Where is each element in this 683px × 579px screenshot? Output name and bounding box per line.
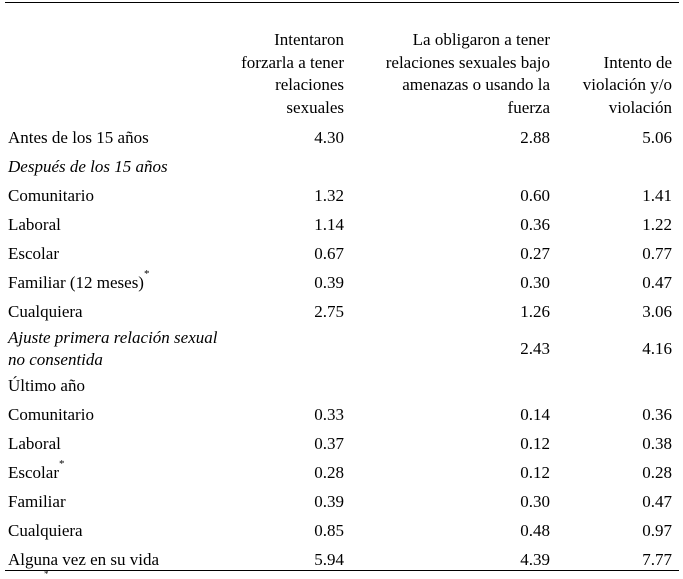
- value-cell-col1: 5.94: [314, 550, 344, 569]
- header-line: fuerza: [507, 97, 550, 117]
- table-row: [0, 516, 683, 545]
- value-cell-col2: 0.14: [520, 405, 550, 424]
- row-label: [8, 371, 85, 400]
- row-label-text: Cualquiera: [8, 302, 83, 321]
- row-label: [8, 429, 61, 458]
- table-row: [0, 152, 683, 181]
- table-bottom-rule: [5, 570, 679, 571]
- column-header-obligaron: [386, 29, 550, 119]
- value-cell-col3: 0.36: [642, 405, 672, 424]
- row-label-text: Comunitario: [8, 405, 94, 424]
- table-row: [0, 487, 683, 516]
- value-cell-col3: 1.41: [642, 186, 672, 205]
- row-label-text: Último año: [8, 376, 85, 395]
- value-cell-col1: 2.75: [314, 302, 344, 321]
- row-label-text: Comunitario: [8, 186, 94, 205]
- value-cell-col2: 0.36: [520, 215, 550, 234]
- value-cell-col2: 1.26: [520, 302, 550, 321]
- value-cell-col1: 0.28: [314, 463, 344, 482]
- table-row: [0, 297, 683, 326]
- header-line: sexuales: [286, 97, 344, 117]
- row-label-text: Laboral: [8, 215, 61, 234]
- row-label: [8, 400, 94, 429]
- value-cell-col3: 4.16: [642, 339, 672, 358]
- row-label: [8, 152, 168, 181]
- value-cell-col3: 1.22: [642, 215, 672, 234]
- row-label-text: Antes de los 15 años: [8, 128, 149, 147]
- value-cell-col2: 0.30: [520, 273, 550, 292]
- value-cell-col1: 4.30: [314, 128, 344, 147]
- header-line: Intento de: [603, 52, 672, 72]
- value-cell-col1: 0.37: [314, 434, 344, 453]
- header-line: violación y/o: [582, 75, 672, 94]
- value-cell-col3: 0.47: [642, 492, 672, 511]
- header-line: Intentaron: [274, 30, 344, 49]
- header-line: relaciones sexuales bajo: [385, 52, 550, 72]
- row-label-text: Laboral: [8, 434, 61, 453]
- value-cell-col2: 0.30: [520, 492, 550, 511]
- value-cell-col3: 5.06: [642, 128, 672, 147]
- footnote-marker: *: [143, 268, 150, 280]
- table-row: [0, 429, 683, 458]
- value-cell-col3: 0.77: [642, 244, 672, 263]
- value-cell-col2: 0.48: [520, 521, 550, 540]
- row-label: [8, 210, 61, 239]
- column-header-intento-violacion: [583, 52, 672, 120]
- value-cell-col1: 0.39: [314, 273, 344, 292]
- table-row: [0, 268, 683, 297]
- row-label-text: Familiar: [8, 492, 66, 511]
- table-top-rule: [5, 2, 679, 3]
- row-label: [8, 458, 64, 487]
- value-cell-col1: 1.32: [314, 186, 344, 205]
- value-cell-col2: 0.27: [520, 244, 550, 263]
- row-label: [8, 268, 149, 297]
- header-line: violación: [608, 97, 672, 117]
- row-label-text: Alguna vez en su vida: [8, 550, 160, 569]
- column-header-intentaron: [241, 29, 344, 119]
- table-row: [0, 326, 683, 369]
- row-label-line: no consentida: [8, 350, 103, 369]
- footnote-marker: *: [58, 458, 65, 470]
- value-cell-col3: 7.77: [642, 550, 672, 569]
- value-cell-col2: 2.43: [520, 339, 550, 358]
- value-cell-col3: 0.97: [642, 521, 672, 540]
- value-cell-col2: 2.88: [520, 128, 550, 147]
- value-cell-col1: 0.39: [314, 492, 344, 511]
- row-label-line: Ajuste primera relación sexual: [8, 328, 218, 347]
- value-cell-col1: 0.85: [314, 521, 344, 540]
- header-line: amenazas o usando la: [402, 75, 550, 94]
- header-line: relaciones: [275, 75, 344, 94]
- row-label: [8, 516, 83, 545]
- row-label: [8, 123, 149, 152]
- row-label: [8, 181, 94, 210]
- table-row: [0, 371, 683, 400]
- table-row: [0, 210, 683, 239]
- table-row: [0, 239, 683, 268]
- header-line: La obligaron a tener: [412, 30, 550, 49]
- row-label: [8, 239, 59, 268]
- value-cell-col1: 0.67: [314, 244, 344, 263]
- row-label-text: Familiar (12 meses): [8, 273, 144, 292]
- row-label: [8, 327, 217, 371]
- row-label: [8, 297, 83, 326]
- value-cell-col2: 4.39: [520, 550, 550, 569]
- table-row: [0, 400, 683, 429]
- footnote-mark: *: [44, 569, 49, 579]
- value-cell-col3: 0.28: [642, 463, 672, 482]
- table-row: [0, 181, 683, 210]
- value-cell-col3: 0.38: [642, 434, 672, 453]
- value-cell-col2: 0.60: [520, 186, 550, 205]
- row-label: [8, 487, 66, 516]
- row-label-text: Escolar: [8, 244, 59, 263]
- value-cell-col2: 0.12: [520, 463, 550, 482]
- value-cell-col1: 1.14: [314, 215, 344, 234]
- value-cell-col2: 0.12: [520, 434, 550, 453]
- value-cell-col3: 0.47: [642, 273, 672, 292]
- row-label-text: Escolar: [8, 463, 59, 482]
- table-row: [0, 123, 683, 152]
- value-cell-col3: 3.06: [642, 302, 672, 321]
- row-label-text: Después de los 15 años: [8, 157, 168, 176]
- header-line: forzarla a tener: [241, 52, 344, 72]
- value-cell-col1: 0.33: [314, 405, 344, 424]
- row-label-text: Cualquiera: [8, 521, 83, 540]
- table-row: [0, 458, 683, 487]
